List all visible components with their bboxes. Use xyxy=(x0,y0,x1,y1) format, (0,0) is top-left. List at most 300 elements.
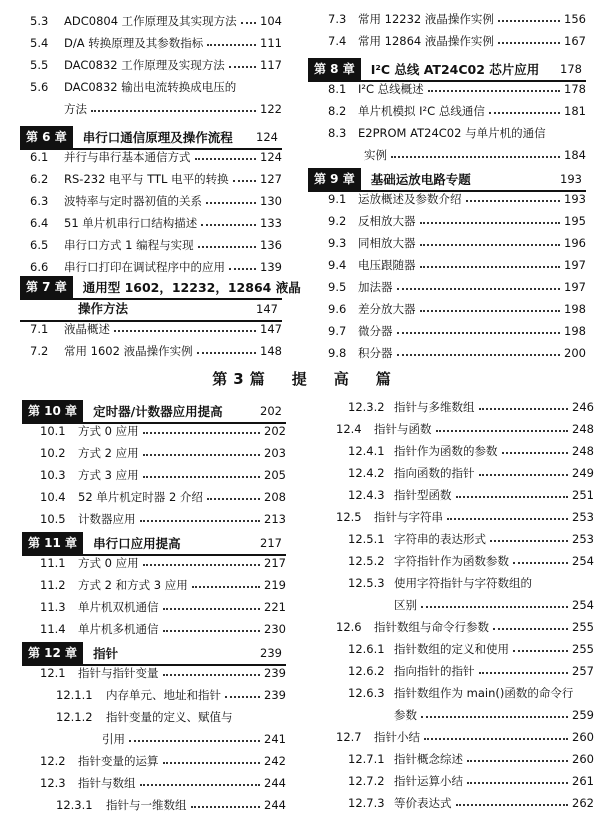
toc-entry[interactable] xyxy=(40,442,286,464)
leader-dots xyxy=(502,452,569,454)
toc-entry[interactable] xyxy=(348,440,594,462)
leader-dots xyxy=(163,630,261,632)
leader-dots xyxy=(436,430,569,432)
toc-entry[interactable] xyxy=(348,682,594,704)
section-title: 单片机多机通信 xyxy=(78,622,159,636)
toc-entry-continued xyxy=(394,594,594,616)
toc-entry[interactable] xyxy=(40,618,286,640)
page-number: 254 xyxy=(572,598,594,612)
leader-dots xyxy=(140,520,261,522)
section-title: 指针作为函数的参数 xyxy=(394,444,498,458)
section-number: 12.2 xyxy=(40,754,66,768)
section-number: 12.4.2 xyxy=(348,466,385,480)
leader-dots xyxy=(467,760,568,762)
page-number: 193 xyxy=(564,192,586,206)
page-number: 133 xyxy=(260,216,282,230)
page-number: 257 xyxy=(572,664,594,678)
leader-dots xyxy=(467,782,568,784)
leader-dots xyxy=(513,650,568,652)
section-number: 12.5 xyxy=(336,510,362,524)
section-title: 方式 2 应用 xyxy=(78,446,139,460)
page-number: 205 xyxy=(264,468,286,482)
section-number: 12.4.1 xyxy=(348,444,385,458)
toc-entry[interactable] xyxy=(348,638,594,660)
section-number: 12.5.1 xyxy=(348,532,385,546)
section-number: 12.7.1 xyxy=(348,752,385,766)
section-title: 指针数组与命令行参数 xyxy=(374,620,489,634)
section-title: 单片机双机通信 xyxy=(78,600,159,614)
section-title: 指针小结 xyxy=(374,730,420,744)
section-number: 8.2 xyxy=(328,104,347,118)
toc-entry[interactable] xyxy=(40,772,286,794)
chapter-page: 193 xyxy=(560,172,582,186)
leader-dots xyxy=(489,112,560,114)
toc-entry[interactable] xyxy=(40,552,286,574)
section-number: 11.2 xyxy=(40,578,66,592)
page-number: 213 xyxy=(264,512,286,526)
section-number: 9.7 xyxy=(328,324,347,338)
toc-entry[interactable] xyxy=(30,168,282,190)
leader-dots xyxy=(490,540,568,542)
toc-entry[interactable] xyxy=(348,748,594,770)
toc-entry[interactable] xyxy=(30,76,282,98)
page-number: 184 xyxy=(564,148,586,162)
page-number: 261 xyxy=(572,774,594,788)
toc-entry[interactable] xyxy=(328,210,586,232)
page-number: 156 xyxy=(564,12,586,26)
leader-dots xyxy=(424,738,568,740)
section-number: 7.2 xyxy=(30,344,49,358)
section-title: ADC0804 工作原理及其实现方法 xyxy=(64,14,237,28)
section-title: 微分器 xyxy=(358,324,393,338)
toc-entry[interactable] xyxy=(30,10,282,32)
page-number: 117 xyxy=(260,58,282,72)
section-title: 字符指针作为函数参数 xyxy=(394,554,509,568)
chapter-page: 202 xyxy=(260,404,282,418)
section-number: 6.1 xyxy=(30,150,49,164)
part-title: 第3篇 提 高 篇 xyxy=(212,370,397,388)
section-number: 12.7.2 xyxy=(348,774,385,788)
page-number: 104 xyxy=(260,14,282,28)
toc-entry[interactable] xyxy=(30,340,282,362)
section-title: 液晶概述 xyxy=(64,322,110,336)
page-number: 259 xyxy=(572,708,594,722)
section-title-continued: 引用 xyxy=(102,732,125,746)
leader-dots xyxy=(428,90,560,92)
leader-dots xyxy=(421,716,568,718)
page-number: 254 xyxy=(572,554,594,568)
leader-dots xyxy=(143,432,260,434)
leader-dots xyxy=(479,474,569,476)
page-number: 230 xyxy=(264,622,286,636)
section-number: 9.2 xyxy=(328,214,347,228)
section-title: 指针与一维数组 xyxy=(106,798,187,812)
toc-entry[interactable] xyxy=(56,684,286,706)
section-title: 运放概述及参数介绍 xyxy=(358,192,462,206)
leader-dots xyxy=(225,696,260,698)
chapter-badge: 第 9 章 xyxy=(308,168,361,190)
page-number: 255 xyxy=(572,620,594,634)
section-number: 9.3 xyxy=(328,236,347,250)
chapter-title: 串行口通信原理及操作流程 xyxy=(82,130,233,145)
leader-dots xyxy=(198,246,256,248)
leader-dots xyxy=(143,454,260,456)
toc-entry[interactable] xyxy=(328,254,586,276)
section-title: RS-232 电平与 TTL 电平的转换 xyxy=(64,172,229,186)
leader-dots xyxy=(163,674,261,676)
toc-entry[interactable] xyxy=(30,146,282,168)
leader-dots xyxy=(143,476,260,478)
section-title: 方式 2 和方式 3 应用 xyxy=(78,578,188,592)
section-number: 10.4 xyxy=(40,490,66,504)
leader-dots xyxy=(493,628,568,630)
page-number: 130 xyxy=(260,194,282,208)
page-number: 253 xyxy=(572,532,594,546)
toc-entry[interactable] xyxy=(328,298,586,320)
section-number: 10.2 xyxy=(40,446,66,460)
page-number: 248 xyxy=(572,422,594,436)
page-number: 197 xyxy=(564,258,586,272)
leader-dots xyxy=(513,562,568,564)
section-number: 6.6 xyxy=(30,260,49,274)
section-title: 加法器 xyxy=(358,280,393,294)
section-title-continued: 实例 xyxy=(364,148,387,162)
section-number: 12.3.2 xyxy=(348,400,385,414)
section-title: 常用 12232 液晶操作实例 xyxy=(358,12,494,26)
toc-entry-continued xyxy=(102,728,286,750)
section-title: DAC0832 工作原理及实现方法 xyxy=(64,58,225,72)
toc-entry[interactable] xyxy=(328,122,586,144)
leader-dots xyxy=(479,672,569,674)
toc-entry[interactable] xyxy=(348,484,594,506)
page-number: 197 xyxy=(564,280,586,294)
chapter-page: 124 xyxy=(256,130,278,144)
toc-entry[interactable] xyxy=(348,462,594,484)
leader-dots xyxy=(479,408,569,410)
section-title: 52 单片机定时器 2 介绍 xyxy=(78,490,203,504)
toc-entry[interactable] xyxy=(328,188,586,210)
leader-dots xyxy=(207,498,260,500)
page-number: 241 xyxy=(264,732,286,746)
toc-entry[interactable] xyxy=(30,32,282,54)
page-number: 208 xyxy=(264,490,286,504)
toc-entry[interactable] xyxy=(336,726,594,748)
chapter-page: 217 xyxy=(260,536,282,550)
section-number: 12.4 xyxy=(336,422,362,436)
toc-entry[interactable] xyxy=(40,750,286,772)
leader-dots xyxy=(397,354,561,356)
toc-entry[interactable] xyxy=(328,320,586,342)
section-number: 12.1.1 xyxy=(56,688,93,702)
page-number: 203 xyxy=(264,446,286,460)
chapter-badge: 第 6 章 xyxy=(20,126,73,148)
section-title: 差分放大器 xyxy=(358,302,416,316)
page-number: 253 xyxy=(572,510,594,524)
section-title: 串行口方式 1 编程与实现 xyxy=(64,238,194,252)
page-number: 219 xyxy=(264,578,286,592)
chapter-title: 基础运放电路专题 xyxy=(370,172,471,187)
toc-entry[interactable] xyxy=(328,232,586,254)
leader-dots xyxy=(163,608,261,610)
toc-entry[interactable] xyxy=(30,212,282,234)
leader-dots xyxy=(498,42,560,44)
section-title-continued: 区别 xyxy=(394,598,417,612)
chapter-page: 147 xyxy=(256,302,278,316)
section-title: 常用 12864 液晶操作实例 xyxy=(358,34,494,48)
leader-dots xyxy=(420,244,561,246)
leader-dots xyxy=(420,266,561,268)
chapter-badge: 第 8 章 xyxy=(308,58,361,80)
section-number: 12.6.1 xyxy=(348,642,385,656)
leader-dots xyxy=(456,804,569,806)
section-number: 5.3 xyxy=(30,14,49,28)
toc-entry[interactable] xyxy=(40,596,286,618)
chapter-title-continued: 操作方法 xyxy=(78,301,129,316)
leader-dots xyxy=(140,784,261,786)
section-number: 10.5 xyxy=(40,512,66,526)
section-title: 指针概念综述 xyxy=(394,752,463,766)
page-number: 249 xyxy=(572,466,594,480)
chapter-badge: 第 11 章 xyxy=(22,532,83,554)
page-number: 139 xyxy=(260,260,282,274)
page-number: 248 xyxy=(572,444,594,458)
section-number: 8.1 xyxy=(328,82,347,96)
section-number: 11.3 xyxy=(40,600,66,614)
section-number: 12.7.3 xyxy=(348,796,385,810)
section-title: 51 单片机串行口结构描述 xyxy=(64,216,198,230)
leader-dots xyxy=(397,332,561,334)
page-number: 198 xyxy=(564,324,586,338)
page-number: 255 xyxy=(572,642,594,656)
page-number: 127 xyxy=(260,172,282,186)
section-number: 9.4 xyxy=(328,258,347,272)
toc-entry[interactable] xyxy=(336,506,594,528)
section-title: 方式 0 应用 xyxy=(78,556,139,570)
section-title: 方式 0 应用 xyxy=(78,424,139,438)
section-number: 12.3.1 xyxy=(56,798,93,812)
leader-dots xyxy=(420,222,561,224)
page-number: 195 xyxy=(564,214,586,228)
section-number: 5.5 xyxy=(30,58,49,72)
page-number: 262 xyxy=(572,796,594,810)
section-title-continued: 方法 xyxy=(64,102,87,116)
section-title: 同相放大器 xyxy=(358,236,416,250)
section-title: DAC0832 输出电流转换成电压的 xyxy=(64,80,237,94)
section-number: 8.3 xyxy=(328,126,347,140)
toc-entry[interactable] xyxy=(328,342,586,364)
leader-dots xyxy=(229,66,256,68)
leader-dots xyxy=(233,180,256,182)
page-number: 136 xyxy=(260,238,282,252)
page-number: 148 xyxy=(260,344,282,358)
section-number: 12.6 xyxy=(336,620,362,634)
page-number: 217 xyxy=(264,556,286,570)
toc-entry[interactable] xyxy=(348,792,594,814)
section-number: 10.1 xyxy=(40,424,66,438)
toc-entry[interactable] xyxy=(328,100,586,122)
section-title: 反相放大器 xyxy=(358,214,416,228)
leader-dots xyxy=(229,268,256,270)
section-number: 6.2 xyxy=(30,172,49,186)
page-number: 221 xyxy=(264,600,286,614)
section-title: 并行与串行基本通信方式 xyxy=(64,150,191,164)
section-number: 12.3 xyxy=(40,776,66,790)
toc-entry[interactable] xyxy=(30,54,282,76)
page-number: 244 xyxy=(264,798,286,812)
page-number: 200 xyxy=(564,346,586,360)
chapter-badge: 第 12 章 xyxy=(22,642,83,664)
section-title: 指针数组作为 main()函数的命令行 xyxy=(394,686,574,700)
section-number: 6.5 xyxy=(30,238,49,252)
leader-dots xyxy=(91,110,256,112)
toc-entry[interactable] xyxy=(348,396,594,418)
section-number: 9.1 xyxy=(328,192,347,206)
page-number: 242 xyxy=(264,754,286,768)
toc-entry[interactable] xyxy=(328,276,586,298)
section-number: 7.1 xyxy=(30,322,49,336)
section-title: 指针变量的运算 xyxy=(78,754,159,768)
leader-dots xyxy=(397,288,561,290)
leader-dots xyxy=(420,310,561,312)
toc-entry[interactable] xyxy=(30,318,282,340)
section-title: 指向函数的指针 xyxy=(394,466,475,480)
section-title: 积分器 xyxy=(358,346,393,360)
leader-dots xyxy=(129,740,260,742)
leader-dots xyxy=(201,224,256,226)
toc-entry[interactable] xyxy=(328,78,586,100)
section-number: 6.3 xyxy=(30,194,49,208)
leader-dots xyxy=(421,606,568,608)
chapter-title: 串行口应用提高 xyxy=(93,536,181,551)
section-number: 11.4 xyxy=(40,622,66,636)
section-title: 串行口打印在调试程序中的应用 xyxy=(64,260,225,274)
section-title: 计数器应用 xyxy=(78,512,136,526)
page-number: 198 xyxy=(564,302,586,316)
section-title: 指针型函数 xyxy=(394,488,452,502)
section-number: 11.1 xyxy=(40,556,66,570)
toc-entry[interactable] xyxy=(30,234,282,256)
page-number: 196 xyxy=(564,236,586,250)
page-number: 167 xyxy=(564,34,586,48)
toc-entry[interactable] xyxy=(328,30,586,52)
section-title: D/A 转换原理及其参数指标 xyxy=(64,36,204,50)
toc-entry[interactable] xyxy=(40,662,286,684)
section-number: 12.4.3 xyxy=(348,488,385,502)
chapter-title: 通用型 1602，12232，12864 液晶 xyxy=(82,280,301,295)
chapter-badge: 第 7 章 xyxy=(20,276,73,298)
section-number: 12.1.2 xyxy=(56,710,93,724)
section-number: 7.4 xyxy=(328,34,347,48)
toc-entry[interactable] xyxy=(40,486,286,508)
leader-dots xyxy=(191,806,261,808)
page-number: 122 xyxy=(260,102,282,116)
chapter-7-heading[interactable] xyxy=(20,276,301,300)
section-number: 9.5 xyxy=(328,280,347,294)
toc-entry[interactable] xyxy=(348,572,594,594)
toc-entry[interactable] xyxy=(40,508,286,530)
section-number: 5.4 xyxy=(30,36,49,50)
page-number: 260 xyxy=(572,752,594,766)
section-title: 电压跟随器 xyxy=(358,258,416,272)
leader-dots xyxy=(498,20,560,22)
page-number: 111 xyxy=(260,36,282,50)
leader-dots xyxy=(197,352,256,354)
toc-entry[interactable] xyxy=(328,8,586,30)
toc-entry-continued xyxy=(364,144,586,166)
page-number: 239 xyxy=(264,666,286,680)
toc-entry[interactable] xyxy=(40,464,286,486)
section-number: 7.3 xyxy=(328,12,347,26)
section-number: 12.6.3 xyxy=(348,686,385,700)
page-number: 124 xyxy=(260,150,282,164)
leader-dots xyxy=(241,22,256,24)
section-title: E2PROM AT24C02 与单片机的通信 xyxy=(358,126,546,140)
leader-dots xyxy=(195,158,257,160)
toc-entry[interactable] xyxy=(56,794,286,816)
toc-entry[interactable] xyxy=(348,550,594,572)
toc-entry[interactable] xyxy=(336,616,594,638)
section-title: 指针数组的定义和使用 xyxy=(394,642,509,656)
leader-dots xyxy=(114,330,256,332)
toc-entry[interactable] xyxy=(348,528,594,550)
leader-dots xyxy=(143,564,260,566)
chapter-page: 178 xyxy=(560,62,582,76)
page-number: 260 xyxy=(572,730,594,744)
section-number: 12.5.3 xyxy=(348,576,385,590)
section-number: 12.5.2 xyxy=(348,554,385,568)
page-number: 244 xyxy=(264,776,286,790)
toc-entry[interactable] xyxy=(336,418,594,440)
page-number: 178 xyxy=(564,82,586,96)
section-title: 单片机模拟 I²C 总线通信 xyxy=(358,104,485,118)
section-title: 指针与函数 xyxy=(374,422,432,436)
section-number: 6.4 xyxy=(30,216,49,230)
leader-dots xyxy=(456,496,569,498)
toc-entry-continued xyxy=(394,704,594,726)
chapter-title: 定时器/计数器应用提高 xyxy=(93,404,223,419)
page-number: 147 xyxy=(260,322,282,336)
section-title-continued: 参数 xyxy=(394,708,417,722)
section-title: 内存单元、地址和指针 xyxy=(106,688,221,702)
leader-dots xyxy=(206,202,256,204)
section-title: 常用 1602 液晶操作实例 xyxy=(64,344,193,358)
section-title: 字符串的表达形式 xyxy=(394,532,486,546)
page-number: 251 xyxy=(572,488,594,502)
section-number: 5.6 xyxy=(30,80,49,94)
toc-entry[interactable] xyxy=(40,574,286,596)
leader-dots xyxy=(466,200,561,202)
section-title: 波特率与定时器初值的关系 xyxy=(64,194,202,208)
page-number: 246 xyxy=(572,400,594,414)
section-title: 指针运算小结 xyxy=(394,774,463,788)
toc-entry[interactable] xyxy=(348,770,594,792)
page-number: 181 xyxy=(564,104,586,118)
toc-entry[interactable] xyxy=(30,256,282,278)
chapter-title: 指针 xyxy=(93,646,119,661)
section-title: I²C 总线概述 xyxy=(358,82,424,96)
section-number: 12.6.2 xyxy=(348,664,385,678)
toc-entry[interactable] xyxy=(30,190,282,212)
toc-entry[interactable] xyxy=(348,660,594,682)
section-number: 12.7 xyxy=(336,730,362,744)
leader-dots xyxy=(192,586,260,588)
page-number: 239 xyxy=(264,688,286,702)
section-title: 指针与数组 xyxy=(78,776,136,790)
section-title: 指针与指针变量 xyxy=(78,666,159,680)
toc-entry[interactable] xyxy=(40,420,286,442)
toc-entry[interactable] xyxy=(56,706,286,728)
section-number: 10.3 xyxy=(40,468,66,482)
